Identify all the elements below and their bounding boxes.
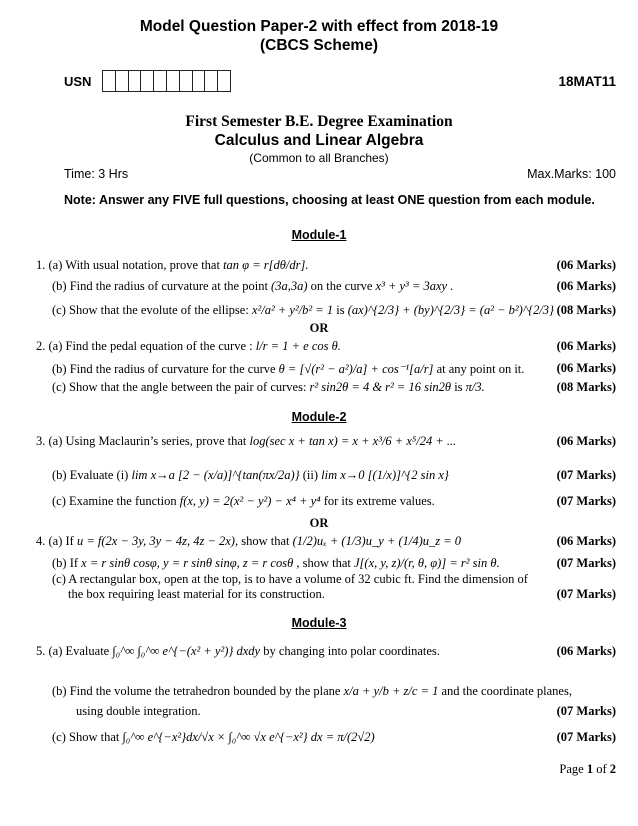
q3c: [52, 494, 435, 509]
q5c-expr: ∫₀^∞ e^{−x²}dx/√x × ∫₀^∞ √x e^{−x²} dx = π/(2√2): [122, 730, 375, 744]
q4b-mid: show that: [302, 556, 351, 570]
q5b-text: (b) Find the volume the tetrahedron bounded by the plane: [52, 684, 341, 698]
q2a-expr: l/r = 1 + e cos θ.: [255, 339, 341, 353]
q5a: [36, 644, 440, 659]
subject-title: Calculus and Linear Algebra: [214, 132, 424, 149]
q1b-point: (3a,3a): [271, 279, 308, 293]
q2b-expr: θ = [√(r² − a²)/a] + cos⁻¹[a/r]: [278, 362, 434, 376]
q1c-expr2: (ax)^{2/3} + (by)^{2/3} = (a² − b²)^{2/3}: [347, 303, 555, 317]
q2c-text: (c) Show that the angle between the pair of curves:: [52, 380, 307, 394]
exam-title: First Semester B.E. Degree Examination: [185, 113, 453, 130]
q1b-expr: x³ + y³ = 3axy .: [375, 279, 454, 293]
q4b-expr2: J[(x, y, z)/(r, θ, φ)] = r² sin θ.: [354, 556, 500, 570]
scheme-title: (CBCS Scheme): [260, 37, 378, 54]
q2c-val: π/3.: [465, 380, 485, 394]
q1b-marks: (06 Marks): [556, 279, 616, 293]
q5c: [52, 730, 375, 745]
q2b-tail: at any point on it.: [436, 362, 525, 376]
q5a-tail: by changing into polar coordinates.: [263, 644, 440, 658]
q3b-marks: (07 Marks): [556, 468, 616, 482]
q5a-text: 5. (a) Evaluate: [36, 644, 110, 658]
q4b-expr: x = r sinθ cosφ, y = r sinθ sinφ, z = r cosθ ,: [81, 556, 300, 570]
q1b-mid: on the curve: [310, 279, 373, 293]
usn-label: USN: [64, 74, 92, 89]
q2c-is: is: [454, 380, 463, 394]
usn-boxes[interactable]: [103, 70, 231, 92]
q5c-marks: (07 Marks): [556, 730, 616, 744]
paper-title: Model Question Paper-2 with effect from 2018-19: [139, 18, 499, 35]
q5b-expr: x/a + y/b + z/c = 1: [343, 684, 439, 698]
q1c: [52, 303, 554, 318]
q4b-text: (b) If: [52, 556, 79, 570]
q2b-text: (b) Find the radius of curvature for the curve: [52, 362, 276, 376]
q1b: [52, 279, 453, 294]
q5b: [52, 684, 572, 699]
q1c-is: is: [336, 303, 345, 317]
page-num: 1: [586, 762, 594, 776]
q3b-expr1: lim x→a [2 − (x/a)]^{tan(πx/2a)}: [131, 468, 300, 482]
q3a-expr: log(sec x + tan x) = x + x³/6 + x⁵/24 + ...: [249, 434, 457, 448]
q5b-marks: (07 Marks): [556, 704, 616, 718]
q1a-text: 1. (a) With usual notation, prove that: [36, 258, 220, 272]
or-divider-1: OR: [309, 321, 329, 335]
q4a: [36, 534, 461, 549]
q1c-marks: (08 Marks): [556, 303, 616, 317]
time-label: Time: 3 Hrs: [64, 167, 129, 181]
q5a-expr: ∫₀^∞ ∫₀^∞ e^{−(x² + y²)} dxdy: [112, 644, 261, 658]
page-total: 2: [609, 762, 616, 776]
page-of: of: [596, 762, 607, 776]
q5a-marks: (06 Marks): [556, 644, 616, 658]
module-3-heading: Module-3: [291, 616, 347, 630]
max-marks: Max.Marks: 100: [527, 167, 616, 181]
q4a-expr2: (1/2)uₓ + (1/3)u_y + (1/4)u_z = 0: [292, 534, 462, 548]
subject-code: 18MAT11: [558, 74, 616, 89]
q1c-text: (c) Show that the evolute of the ellipse:: [52, 303, 249, 317]
q1b-text: (b) Find the radius of curvature at the point: [52, 279, 268, 293]
q3c-expr: f(x, y) = 2(x² − y²) − x⁴ + y⁴: [179, 494, 321, 508]
q4c-line1: (c) A rectangular box, open at the top, is to have a volume of 32 cubic ft. Find the dimension of: [52, 572, 528, 586]
q2a-text: 2. (a) Find the pedal equation of the curve :: [36, 339, 253, 353]
q2a-marks: (06 Marks): [556, 339, 616, 353]
q2c-expr: r² sin2θ = 4 & r² = 16 sin2θ: [309, 380, 452, 394]
q3c-tail: for its extreme values.: [323, 494, 435, 508]
q3b-text: (b) Evaluate (i): [52, 468, 129, 482]
q1a-expr: tan φ = r[dθ/dr].: [223, 258, 309, 272]
q2a: [36, 339, 341, 354]
q3c-text: (c) Examine the function: [52, 494, 177, 508]
q2c: [52, 380, 485, 395]
q4b-marks: (07 Marks): [556, 556, 616, 570]
q5b-line2: using double integration.: [76, 704, 201, 718]
page-number: [559, 762, 616, 777]
q1a-marks: (06 Marks): [556, 258, 616, 272]
q3b: [52, 468, 449, 483]
q1a: [36, 258, 308, 273]
q2b: [52, 361, 524, 377]
q5c-text: (c) Show that: [52, 730, 120, 744]
or-divider-2: OR: [309, 516, 329, 530]
q4c-marks: (07 Marks): [556, 587, 616, 601]
q3c-marks: (07 Marks): [556, 494, 616, 508]
q3b-expr2: lim x→0 [(1/x)]^{2 sin x}: [321, 468, 449, 482]
q4a-text: 4. (a) If: [36, 534, 74, 548]
q2c-marks: (08 Marks): [556, 380, 616, 394]
q1c-expr1: x²/a² + y²/b² = 1: [251, 303, 334, 317]
q3a-marks: (06 Marks): [556, 434, 616, 448]
page-prefix: Page: [559, 762, 584, 776]
q3a: [36, 434, 456, 449]
q3a-text: 3. (a) Using Maclaurin’s series, prove that: [36, 434, 247, 448]
module-2-heading: Module-2: [291, 410, 347, 424]
q4a-mid: show that: [241, 534, 290, 548]
q4a-marks: (06 Marks): [556, 534, 616, 548]
q2b-marks: (06 Marks): [556, 361, 616, 375]
q3b-ii: (ii): [302, 468, 319, 482]
module-1-heading: Module-1: [291, 228, 347, 242]
q4b: [52, 556, 500, 571]
common-note: (Common to all Branches): [249, 151, 389, 165]
instructions-note: Note: Answer any FIVE full questions, choosing at least ONE question from each module.: [64, 193, 595, 207]
q4a-expr: u = f(2x − 3y, 3y − 4z, 4z − 2x),: [76, 534, 239, 548]
q4c-line2: the box requiring least material for its construction.: [68, 587, 325, 601]
q5b-tail: and the coordinate planes,: [441, 684, 572, 698]
